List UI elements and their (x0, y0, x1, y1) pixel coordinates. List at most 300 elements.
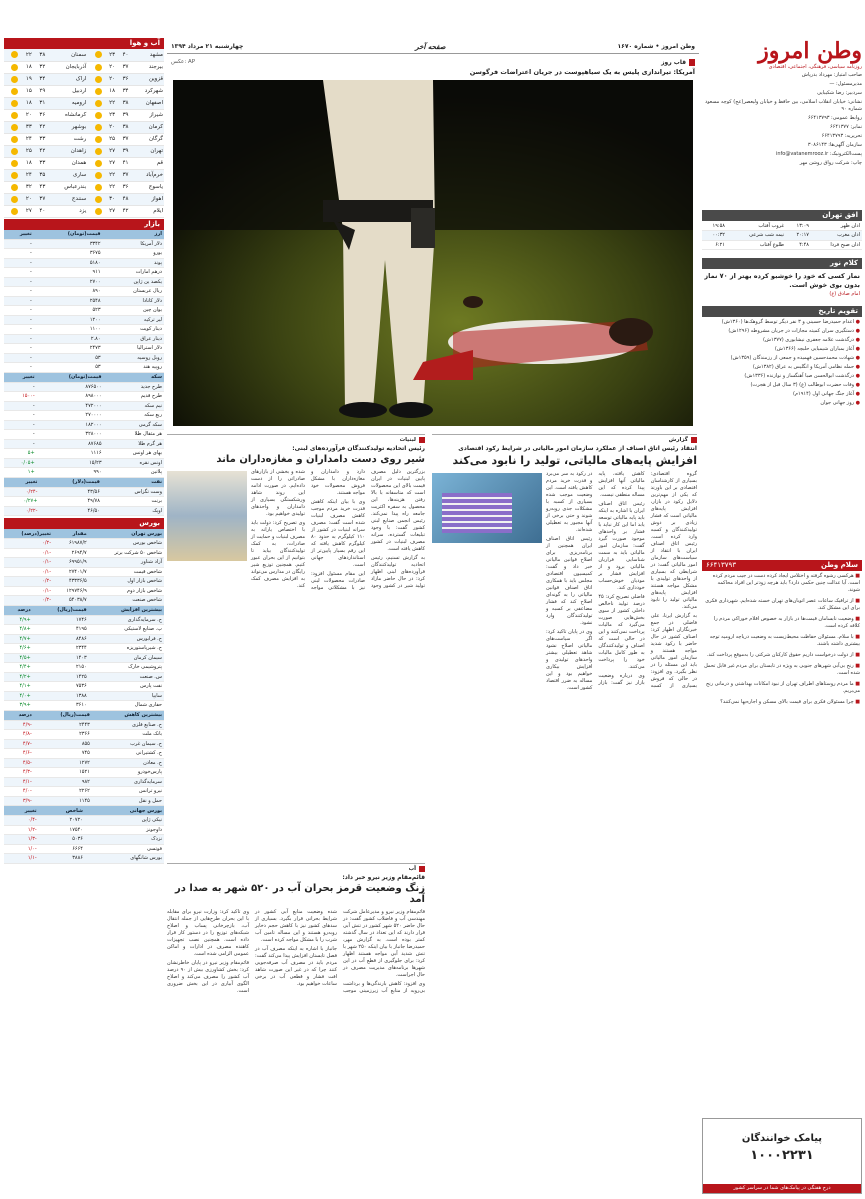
loser-cell: -۴/۰ (4, 787, 34, 797)
gainer-col: بیشترین افزایش (89, 606, 164, 616)
coin-cell: +۰/۰۵ (4, 458, 37, 468)
paragraph: قائم‌مقام وزیر نیرو در پایان خاطرنشان کرد: بخش کشاورزی بیش از ۹۰ درصد آب کشور را مصرف می‌کند و اصلاح الگوی آبیاری در این بخش ضروری است. (167, 960, 249, 994)
salam-item (704, 573, 860, 594)
gainer-cell: ۱۳۸۸ (33, 691, 89, 701)
coin-cell: -۱۵۰۰ (4, 392, 37, 402)
masthead-line: سردبیر: رضا شکیبایی (817, 90, 862, 96)
weather-row (4, 157, 164, 169)
kalam-source: امام صادق (ع) (829, 291, 860, 297)
bourse-index-cell: آزاد شناور (89, 558, 164, 568)
loser-cell: -۴/۱ (4, 777, 34, 787)
coin-cell: - (4, 382, 37, 392)
bourse-index-cell: ۲۶۹۴/۷ (53, 548, 89, 558)
bourse-index-cell: -۰/۱ (4, 586, 53, 596)
paragraph: به گزارش تسنیم، رئیس اتحادیه تولیدکنندگان فرآورده‌های لبنی اظهار کرد: در حال حاضر مازاد تولید شیر در کشور وجود دارد و دامداران و مغازه‌داران با مشکل فروش محصولات خود مواجه هستند. (311, 469, 425, 589)
gainer-cell: پتروشیمی خارک (89, 663, 164, 673)
coin-cell: +۱ (4, 468, 37, 478)
world-bourse-table (4, 806, 164, 864)
weather-city: اهواز (130, 193, 165, 205)
world-bourse-cell: ۲۰۷۲۰ (39, 816, 85, 826)
gainer-cell: ح. شیرپاستوریزه (89, 644, 164, 654)
coin-cell: ۳۲۸۰۰۰ (37, 430, 104, 440)
sms-footer: درج هفتگی در پیامک‌های شما در سراسر کشور (703, 1184, 861, 1193)
salam-title: سلام وطن ۶۶۴۱۳۷۹۳ (702, 560, 862, 571)
currency-row (4, 239, 164, 249)
weather-max: ۳۴ (116, 85, 129, 97)
coin-row (4, 420, 164, 430)
currency-cell: - (4, 249, 34, 259)
weather-min: ۲۷ (103, 145, 116, 157)
calendar-box (702, 306, 862, 556)
weather-city: تهران (130, 145, 165, 157)
weather-row (4, 205, 164, 217)
paragraph: قائم‌مقام وزیر نیرو و مدیرعامل شرکت مهندسی آب و فاضلاب کشور گفت: در حال حاضر ۵۲۰ شهر کشور در تنش آبی قرار دارند که این تعداد در سال گذشته کمتر بوده است. به گزارش مهر، حمیدرضا جانباز با بیان اینکه ۲۵۰ شهر با تنش شدید آبی مواجه هستند اظهار کرد: برای جلوگیری از قطع آب در این شهرها برنامه‌های مدیریت مصرف در حال اجراست. (343, 909, 425, 978)
gainer-cell: +۴/۱ (4, 682, 33, 692)
coin-col: تغییر (4, 373, 37, 383)
weather-max: ۴۰ (33, 205, 46, 217)
loser-row (4, 777, 164, 787)
bullet-icon: ● (854, 355, 860, 361)
calendar-item (704, 364, 860, 371)
bourse-index-cell: شاخص قیمت (89, 567, 164, 577)
world-bourse-header (4, 806, 164, 816)
coin-cell: نیم سکه (104, 401, 164, 411)
loser-cell: -۴/۸ (4, 730, 34, 740)
oil-col: تغییر (4, 478, 39, 488)
weather-min: ۲۳ (103, 109, 116, 121)
ofogh-cell: طلوع آفتاب (727, 240, 786, 250)
world-bourse-col: شاخص (39, 806, 85, 816)
currency-cell: - (4, 353, 34, 363)
sun-icon (87, 133, 102, 145)
loser-cell: پارس‌خودرو (92, 768, 164, 778)
calendar-text: حمله نظامی آمریکا و انگلیس به عراق (۱۳۸۲ش) (752, 364, 855, 370)
weather-city: اصفهان (130, 97, 165, 109)
calendar-item (704, 400, 860, 407)
loser-cell: ۲۲۶۲ (34, 787, 92, 797)
weather-row (4, 193, 164, 205)
bourse-index-col: تغییر(درصد) (4, 529, 53, 539)
weather-city: ساری (46, 169, 87, 181)
sun-icon (87, 181, 102, 193)
bullet-icon: ■ (853, 699, 860, 705)
currency-cell: ۲۵۴۸ (34, 296, 103, 306)
bourse-title: بورس (4, 518, 164, 529)
ofogh-box (702, 210, 862, 250)
weather-city: بندرعباس (46, 181, 87, 193)
loser-cell: -۴/۷ (4, 739, 34, 749)
currency-cell: دلار استرالیا (103, 344, 164, 354)
world-bourse-col: تغییر (4, 806, 39, 816)
gainer-cell: +۴/۵ (4, 653, 33, 663)
story-tax-kicker: گزارش (432, 437, 697, 443)
kalam-text: نماز کسی که خود را خوشبو کرده بهتر از ۷۰ نماز بدون بوی خوش است. (704, 272, 860, 289)
calendar-text: روز جهانی جوان (820, 400, 855, 406)
bourse-index-table (4, 529, 164, 606)
weather-max: ۴۱ (116, 157, 129, 169)
bourse-index-cell: شاخص بازار اول (89, 577, 164, 587)
coin-row (4, 401, 164, 411)
weather-city: ارومیه (46, 97, 87, 109)
currency-cell: - (4, 306, 34, 316)
sun-icon (4, 49, 19, 61)
weather-city: خرم‌آباد (130, 169, 165, 181)
currency-cell: یورو (103, 249, 164, 259)
coin-row (4, 430, 164, 440)
salam-text: هرکسی رشوه گرفته و اختلاس ایجاد کرده دست در جیب مردم کرده است. آیا عدالت چنین حکمی دارد؟ باید هرچه زودتر این افراد محاکمه شوند. (712, 573, 860, 593)
loser-cell: -۴/۳ (4, 768, 34, 778)
bourse-index-header (4, 529, 164, 539)
salam-text: ما مردم روستاهای اطراف تهران از نبود امکانات بهداشتی و درمانی رنج می‌بریم. (705, 681, 860, 694)
loser-header (4, 711, 164, 721)
sun-icon (4, 181, 19, 193)
bourse-index-col: بورس تهران (89, 529, 164, 539)
sun-icon (87, 85, 102, 97)
currency-cell: ۵۳ (34, 353, 103, 363)
sun-icon (4, 97, 19, 109)
masthead-line: صاحب امتیاز: مهرداد بذرپاش (801, 72, 862, 78)
weather-max: ۳۸ (116, 121, 129, 133)
weather-city: ایلام (130, 205, 165, 217)
story-tax (432, 434, 697, 1194)
loser-row (4, 796, 164, 806)
ofogh-cell: ۶:۲۱ (702, 240, 727, 250)
gainer-row (4, 691, 164, 701)
currency-cell: پوند (103, 258, 164, 268)
gainer-row (4, 625, 164, 635)
coin-cell: ۴۷۲۰۰۰ (37, 401, 104, 411)
paragraph: به گزارش ایرنا، علی فاضلی در جمع خبرنگاران اظهار کرد: اصناف کشور در حال حاضر با رکود شدید مواجه هستند و سازمان امور مالیاتی باید این مسئله را در نظر بگیرد. وی افزود: در حالی که فروش بسیاری از کسبه کاهش یافته، پایه مالیاتی آنها افزایش پیدا کرده که این مساله منطقی نیست. (598, 471, 697, 689)
gainer-cell: +۴/۲ (4, 672, 33, 682)
top-losers-table (4, 711, 164, 807)
weather-max: ۳۷ (116, 61, 129, 73)
story-water-kicker: آب (167, 866, 425, 872)
loser-row (4, 720, 164, 730)
bullet-icon: ● (854, 328, 860, 334)
world-bourse-row (4, 816, 164, 826)
weather-row (4, 145, 164, 157)
weather-max: ۴۸ (116, 193, 129, 205)
sun-icon (87, 205, 102, 217)
sun-icon (4, 85, 19, 97)
bullet-icon: ■ (853, 573, 860, 579)
loser-cell: -۴/۹ (4, 720, 34, 730)
header-issue: وطن امروز • شماره ۱۶۷۰ (617, 43, 695, 50)
bullet-icon: ● (854, 382, 860, 388)
ofogh-cell: اذان ظهر (811, 221, 862, 231)
calendar-text: آغاز جنگ جهانی اول (۱۹۱۴م) (793, 391, 855, 397)
weather-min: ۲۰ (103, 73, 116, 85)
weather-max: ۳۷ (116, 169, 129, 181)
coin-cell: ۱۱۱۶ (37, 449, 104, 459)
weather-row (4, 49, 164, 61)
gainer-cell: +۴/۸ (4, 625, 33, 635)
loser-col: بیشترین کاهش (92, 711, 164, 721)
story-dairy-photo (167, 471, 247, 561)
currency-row (4, 296, 164, 306)
salam-text: چرا مسئولان فکری برای قیمت بالای مسکن و اجاره‌بها نمی‌کنند؟ (720, 699, 854, 705)
gainer-row (4, 615, 164, 625)
sun-icon (87, 169, 102, 181)
sun-icon (4, 157, 19, 169)
weather-max: ۲۹ (33, 85, 46, 97)
calendar-item (704, 319, 860, 326)
masthead-info (702, 72, 862, 167)
sun-icon (87, 109, 102, 121)
bourse-index-cell: شاخص ۵۰ شرکت برتر (89, 548, 164, 558)
currency-row (4, 249, 164, 259)
gainer-cell: ۳۶۱۰ (33, 701, 89, 711)
bourse-index-cell: شاخص صنعت (89, 596, 164, 606)
masthead-logo: وطن امروز (758, 38, 862, 64)
world-bourse-cell: -۱/۱ (4, 854, 39, 864)
bourse-index-cell: ۲۷۴۰۱/۷ (53, 567, 89, 577)
salam-item (704, 681, 860, 695)
weather-min: ۲۰ (19, 109, 32, 121)
coin-cell: - (4, 430, 37, 440)
currency-row (4, 287, 164, 297)
coin-cell: - (4, 420, 37, 430)
weather-max: ۳۲ (33, 61, 46, 73)
coin-cell: ربع سکه (104, 411, 164, 421)
weather-row (4, 97, 164, 109)
currency-cell: - (4, 239, 34, 249)
weather-row (4, 133, 164, 145)
calendar-text: اعدام حمیدرضا حسینی و ۳ نفر دیگر توسط گروهک‌ها (۱۳۶۰ش) (721, 319, 855, 325)
world-bourse-cell: بورس شانگهای (85, 854, 164, 864)
currency-cell: ۲.۸۰ (34, 334, 103, 344)
weather-city: گرگان (130, 133, 165, 145)
sms-box (702, 1118, 862, 1194)
story-tax-title: افزایش پایه‌های مالیاتی، تولید را نابود می‌کند (452, 454, 697, 467)
calendar-text: آغاز بمباران شیمیایی حلبچه (۱۳۶۶ش) (774, 346, 855, 352)
market-title: بازار (4, 219, 164, 230)
bullet-icon: ■ (853, 652, 860, 658)
weather-max: ۳۶ (116, 181, 129, 193)
weather-min: ۲۴ (19, 133, 32, 145)
currency-cell: دلار آمریکا (103, 239, 164, 249)
weather-max: ۴۲ (33, 121, 46, 133)
coin-cell: - (4, 401, 37, 411)
calendar-list (702, 317, 862, 411)
salam-item (704, 616, 860, 630)
ofogh-cell: ۱۹:۵۸ (702, 221, 727, 231)
sun-icon (87, 61, 102, 73)
gainer-row (4, 634, 164, 644)
coin-cell: پلاتین (104, 468, 164, 478)
weather-title: آب و هوا (4, 38, 164, 49)
ofogh-row (702, 231, 862, 241)
bourse-index-cell: -۰/۲ (4, 596, 53, 606)
oil-cell: +۰/۲۷ (4, 497, 39, 507)
world-bourse-cell: -۱/۰ (4, 844, 39, 854)
gainer-col: درصد (4, 606, 33, 616)
loser-cell: ح. معادن (92, 758, 164, 768)
oil-table (4, 478, 164, 517)
weather-row (4, 169, 164, 181)
coin-cell: +۵ (4, 449, 37, 459)
currency-cell: ۲۴۷۳ (34, 344, 103, 354)
weather-city: سنندج (46, 193, 87, 205)
sun-icon (87, 97, 102, 109)
paragraph: جانباز با اشاره به اینکه مصرف آب در فصل تابستان افزایش پیدا می‌کند گفت: مردم باید در مصرف آب صرفه‌جویی کنند چرا که در غیر این صورت شاهد افت فشار و قطعی آب در برخی ساعات خواهیم بود. (255, 946, 337, 987)
weather-city: زاهدان (46, 145, 87, 157)
world-bourse-row (4, 825, 164, 835)
loser-cell: ۲۳۶۶ (34, 730, 92, 740)
coin-cell: ۱۵/۲۳ (37, 458, 104, 468)
coin-cell: ۸۹۸۰۰۰ (37, 392, 104, 402)
world-bourse-cell: -۱/۲ (4, 825, 39, 835)
loser-cell: ۹۸۲ (34, 777, 92, 787)
loser-cell: ح. سیمان غرب (92, 739, 164, 749)
weather-min: ۲۲ (103, 181, 116, 193)
weather-city: یاسوج (130, 181, 165, 193)
bullet-icon: ● (854, 373, 860, 379)
currency-cell: ۵۲۳ (34, 306, 103, 316)
weather-city: بوشهر (46, 121, 87, 133)
calendar-item (704, 337, 860, 344)
salam-item (704, 634, 860, 648)
currency-cell: ۳۳۴۲ (34, 239, 103, 249)
ofogh-cell: اذان مغرب (811, 231, 862, 241)
gainer-cell: +۴/۹ (4, 615, 33, 625)
gainer-cell: ۱۷۴۶ (33, 615, 89, 625)
paragraph: فاضلی تصریح کرد: ۴۵ درصد تولید ناخالص داخلی کشور از سوی بخش‌هایی صورت می‌گیرد که مالیات پرداخت نمی‌کنند و این در حالی است که اصناف و تولیدکنندگان به طور کامل مالیات خود را پرداخت می‌کنند. (598, 594, 645, 670)
oil-cell: برنت (102, 497, 164, 507)
currency-table (4, 230, 164, 373)
currency-col: تغییر (4, 230, 34, 240)
bourse-index-cell: -۰/۲ (4, 577, 53, 587)
ofogh-cell: ۱۳:۰۹ (786, 221, 811, 231)
currency-row (4, 277, 164, 287)
ofogh-cell: اذان صبح فردا (811, 240, 862, 250)
weather-max: ۴۳ (33, 181, 46, 193)
currency-row (4, 306, 164, 316)
bourse-index-row (4, 539, 164, 549)
world-bourse-cell: نیکی ژاپن (85, 816, 164, 826)
gainer-col: قیمت(ریال) (33, 606, 89, 616)
masthead-line: پست‌الکترونیک: info@vatanemrooz.ir (775, 151, 862, 157)
world-bourse-cell: ۳۸۸۶ (39, 854, 85, 864)
oil-row (4, 497, 164, 507)
ofogh-cell: ۴:۴۸ (786, 240, 811, 250)
currency-cell: ۸۹۰ (34, 287, 103, 297)
oil-header (4, 478, 164, 488)
currency-cell: - (4, 363, 34, 373)
coin-row (4, 392, 164, 402)
sun-icon (4, 73, 19, 85)
currency-cell: ۳۶۷۵ (34, 249, 103, 259)
loser-row (4, 768, 164, 778)
loser-row (4, 758, 164, 768)
bourse-index-row (4, 577, 164, 587)
calendar-text: شهادت محمدحسین فهمیده و جمعی از رزمندگان (۱۳۵۹ش) (730, 355, 855, 361)
weather-row (4, 85, 164, 97)
calendar-text: دستگیری سران کمیته مجازات در جریان مشروطه (۱۲۹۶ش) (728, 328, 855, 334)
world-bourse-col: بورس جهانی (85, 806, 164, 816)
bourse-index-cell: ۶۹۹۵۱/۹ (53, 558, 89, 568)
header-section: صفحه آخر (415, 42, 446, 51)
bourse-index-cell: شاخص بورس (89, 539, 164, 549)
oil-cell: -۰/۲۴ (4, 487, 39, 497)
coin-cell: ۸۷۶۸۵ (37, 439, 104, 449)
currency-cell: ۱۱۰۰ (34, 325, 103, 335)
ofogh-row (702, 240, 862, 250)
bourse-index-col: مقدار (53, 529, 89, 539)
weather-min: ۲۷ (103, 157, 116, 169)
coin-cell: ۱۸۲۰۰۰ (37, 420, 104, 430)
sun-icon (4, 193, 19, 205)
masthead-line: نشانی: خیابان انقلاب اسلامی، بین حافظ و خیابان ولیعصر(عج) کوچه مسعود شماره ۹۰ (705, 99, 862, 112)
salam-item (704, 699, 860, 706)
gainer-cell: +۴/۰ (4, 691, 33, 701)
calendar-item (704, 346, 860, 353)
story-dairy (167, 434, 425, 854)
weather-max: ۳۷ (33, 193, 46, 205)
weather-table (4, 49, 164, 218)
salam-item (704, 652, 860, 659)
currency-cell: دینار کویت (103, 325, 164, 335)
coin-cell: - (4, 411, 37, 421)
bullet-icon: ■ (853, 681, 860, 687)
weather-max: ۴۲ (116, 205, 129, 217)
oil-cell: ۴۶/۵۰ (39, 506, 101, 516)
ofogh-cell: ۲۰:۱۷ (786, 231, 811, 241)
weather-max: ۴۰ (116, 49, 129, 61)
masthead-tagline: روزنامه سیاسی، فرهنگی، اجتماعی، اقتصادی (768, 64, 862, 70)
loser-row (4, 730, 164, 740)
currency-cell: یکصد ین ژاپن (103, 277, 164, 287)
currency-cell: لیر ترکیه (103, 315, 164, 325)
coin-row (4, 458, 164, 468)
bourse-index-row (4, 586, 164, 596)
currency-cell: - (4, 258, 34, 268)
paragraph: وی با بیان اینکه کاهش قدرت خرید مردم موجب کاهش مصرف لبنیات شده است گفت: مصرف سرانه لبنیات در کشور از ۱۱۰ کیلوگرم به حدود ۸۰ کیلوگرم کاهش یافته که این رقم بسیار پایین‌تر از استانداردهای جهانی است. (311, 499, 365, 568)
calendar-item (704, 391, 860, 398)
world-bourse-row (4, 844, 164, 854)
calendar-item (704, 382, 860, 389)
calendar-item (704, 328, 860, 335)
oil-col: نفت (102, 478, 164, 488)
loser-row (4, 739, 164, 749)
photo-scene (173, 80, 693, 426)
loser-cell: -۴/۵ (4, 758, 34, 768)
ofogh-row (702, 221, 862, 231)
weather-min: ۲۲ (103, 97, 116, 109)
currency-cell: دلار کانادا (103, 296, 164, 306)
coin-cell: ۲۷۰۰۰۰ (37, 411, 104, 421)
coin-row (4, 449, 164, 459)
currency-row (4, 334, 164, 344)
coin-header (4, 373, 164, 383)
sun-icon (87, 121, 102, 133)
weather-min: ۲۵ (103, 133, 116, 145)
weather-city: یزد (46, 205, 87, 217)
bullet-icon: ● (854, 400, 860, 406)
sun-icon (4, 121, 19, 133)
gainer-header (4, 606, 164, 616)
gainer-cell: حفاری شمال (89, 701, 164, 711)
story-water-title: زنگ وضعیت قرمز بحران آب در ۵۲۰ شهر به صدا در آمد (174, 883, 425, 905)
calendar-text: درگذشت ابوالحسن صبا آهنگساز و نوازنده (۱۳۳۶ش) (744, 373, 855, 379)
bourse-index-cell: -۰/۱ (4, 558, 53, 568)
gainer-cell: نفت پارس (89, 682, 164, 692)
paragraph: وی تاکید کرد: وزارت نیرو برای مقابله با این بحران طرح‌هایی از جمله انتقال آب، بازچرخانی پساب و اصلاح شبکه‌های توزیع را در دستور کار قرار داده است. همچنین نصب تجهیزات کاهنده مصرف در ادارات و اماکن عمومی الزامی شده است. (167, 909, 249, 957)
currency-cell: - (4, 344, 34, 354)
oil-col: قیمت(دلار) (39, 478, 101, 488)
loser-col: درصد (4, 711, 34, 721)
coin-cell: ۹۹۰ (37, 468, 104, 478)
